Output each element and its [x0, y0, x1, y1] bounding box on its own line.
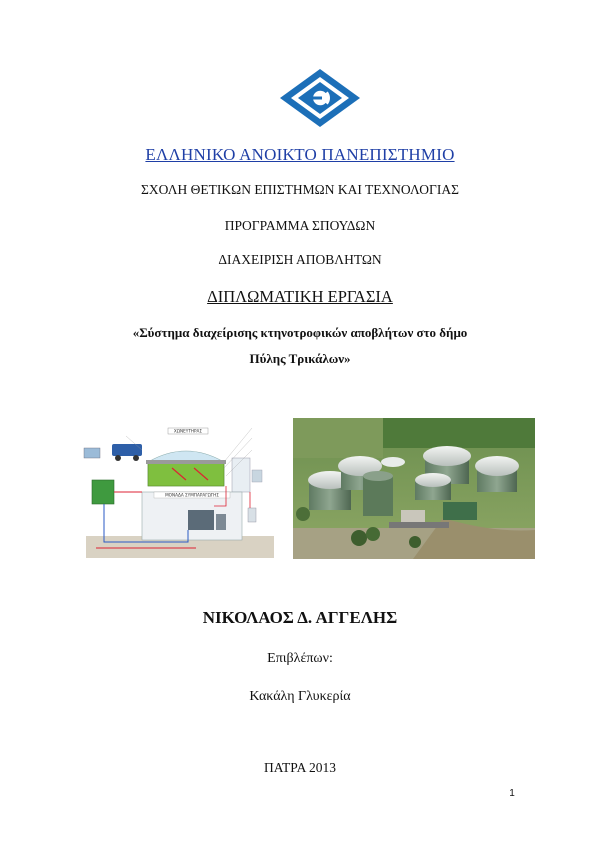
diagram-label-chp-unit: ΜΟΝΑΔΑ ΣΥΜΠΑΡΑΓΩΓΗΣ	[165, 492, 219, 498]
biogas-plant-diagram	[76, 418, 276, 568]
supervisor-name: Κακάλη Γλυκερία	[249, 689, 351, 704]
university-logo-icon	[279, 68, 361, 128]
university-name: ΕΛΛΗΝΙΚΟ ΑΝΟΙΚΤΟ ΠΑΝΕΠΙΣΤΗΜΙΟ	[145, 145, 455, 164]
biogas-plant-photo	[293, 418, 535, 559]
track-name: ΔΙΑΧΕΙΡΙΣΗ ΑΠΟΒΛΗΤΩΝ	[218, 252, 382, 267]
author-name: ΝΙΚΟΛΑΟΣ Δ. ΑΓΓΕΛΗΣ	[202, 608, 398, 627]
thesis-title-line-1: «Σύστημα διαχείρισης κτηνοτροφικών αποβλήτων στο δήμο	[132, 325, 468, 340]
thesis-type: ΔΙΠΛΩΜΑΤΙΚΗ ΕΡΓΑΣΙΑ	[207, 287, 393, 306]
school-name: ΣΧΟΛΗ ΘΕΤΙΚΩΝ ΕΠΙΣΤΗΜΩΝ ΚΑΙ ΤΕΧΝΟΛΟΓΙΑΣ	[141, 182, 459, 197]
diagram-label-digester: ΧΩΝΕΥΤΗΡΑΣ	[173, 428, 203, 434]
place-and-year: ΠΑΤΡΑ 2013	[264, 760, 336, 775]
page-number: 1	[509, 788, 515, 799]
thesis-title-line-2: Πύλης Τρικάλων»	[249, 351, 351, 366]
program-label: ΠΡΟΓΡΑΜΜΑ ΣΠΟΥΔΩΝ	[224, 218, 376, 233]
supervisor-label: Επιβλέπων:	[267, 651, 333, 666]
